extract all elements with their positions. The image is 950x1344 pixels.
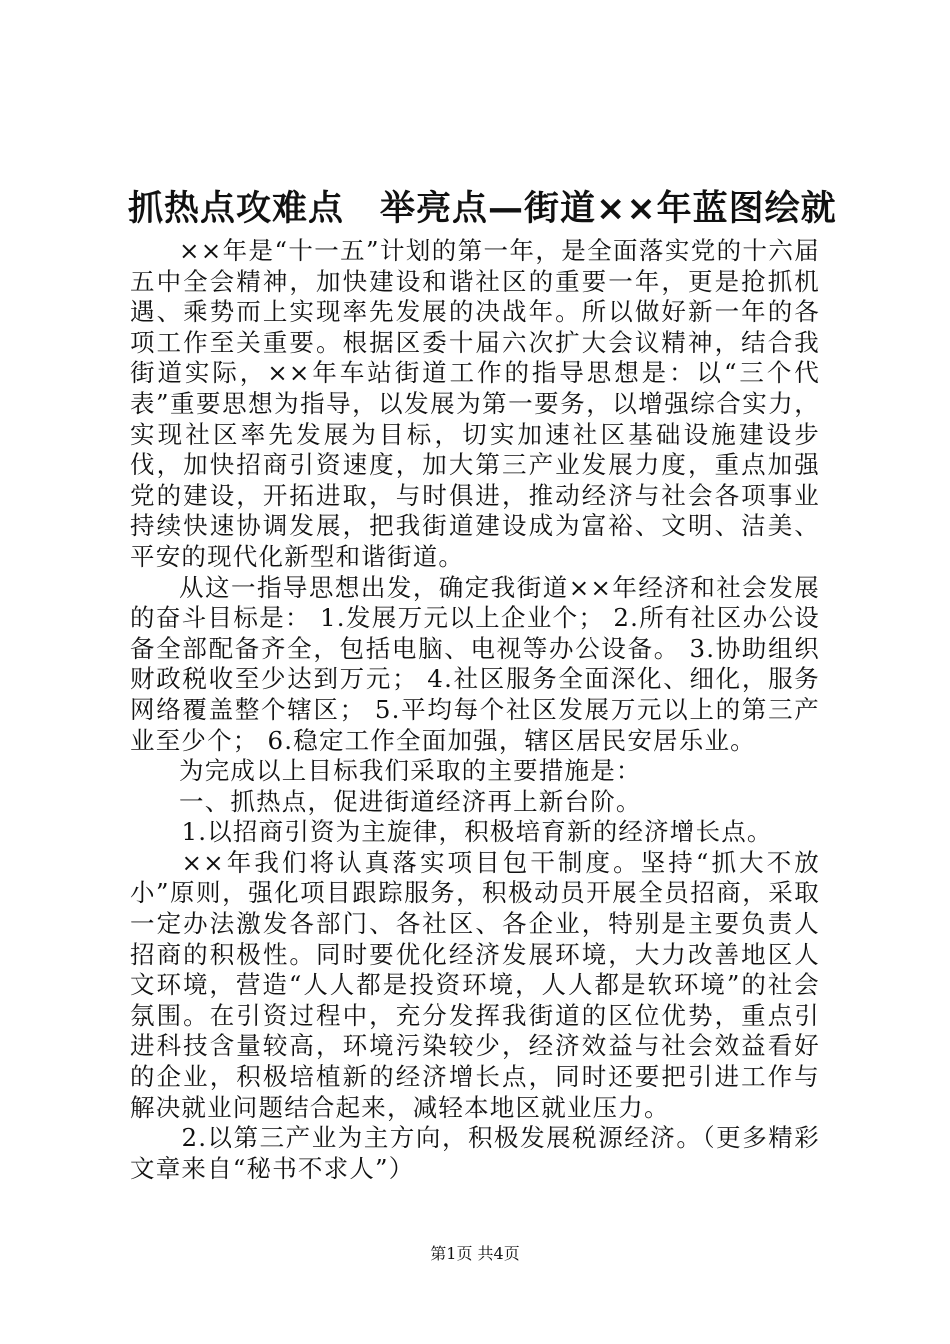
paragraph-investment: ××年我们将认真落实项目包干制度。坚持“抓大不放小”原则，强化项目跟踪服务，积极动员开展全员招商，采取一定办法激发各部门、各社区、各企业，特别是主要负责人招商的积极性。同时要优化经济发展环境，大力改善地区人文环境，营造“人人都是投资环境，人人都是软环境”的社会氛围。在引资过程中，充分发挥我街道的区位优势，重点引进科技含量较高，环境污染较少，经济效益与社会效益看好的企业，积极培植新的经济增长点，同时还要把引进工作与解决就业问题结合起来，减轻本地区就业压力。 (130, 847, 820, 1122)
document-body (130, 236, 820, 1184)
page-footer: 第1页 共4页 (430, 1244, 520, 1263)
paragraph-goals: 从这一指导思想出发，确定我街道××年经济和社会发展的奋斗目标是： 1.发展万元以上企业个； 2.所有社区办公设备全部配备齐全，包括电脑、电视等办公设备。 3.协助组织财政税收至少达到万元； 4.社区服务全面深化、细化，服务网络覆盖整个辖区； 5.平均每个社区发展万元以上的第三产业至少个； 6.稳定工作全面加强，辖区居民安居乐业。 (130, 572, 820, 755)
section-heading-1: 一、抓热点，促进街道经济再上新台阶。 (179, 786, 642, 816)
paragraph-measures-intro: 为完成以上目标我们采取的主要措施是： (179, 756, 642, 786)
subsection-heading-1: 1.以招商引资为主旋律，积极培育新的经济增长点。 (181, 817, 773, 847)
document-title: 抓热点攻难点 举亮点—街道××年蓝图绘就 (128, 189, 837, 229)
paragraph-guiding-thought: ××年是“十一五”计划的第一年，是全面落实党的十六届五中全会精神，加快建设和谐社区的重要一年，更是抢抓机遇、乘势而上实现率先发展的决战年。所以做好新一年的各项工作至关重要。根据区委十届六次扩大会议精神，结合我街道实际，××年车站街道工作的指导思想是：以“三个代表”重要思想为指导，以发展为第一要务，以增强综合实力，实现社区率先发展为目标，切实加速社区基础设施建设步伐，加快招商引资速度，加大第三产业发展力度，重点加强党的建设，开拓进取，与时俱进，推动经济与社会各项事业持续快速协调发展，把我街道建设成为富裕、文明、洁美、平安的现代化新型和谐街道。 (130, 236, 820, 571)
subsection-heading-2: 2.以第三产业为主方向，积极发展税源经济。（更多精彩文章来自“秘书不求人”） (130, 1123, 820, 1183)
